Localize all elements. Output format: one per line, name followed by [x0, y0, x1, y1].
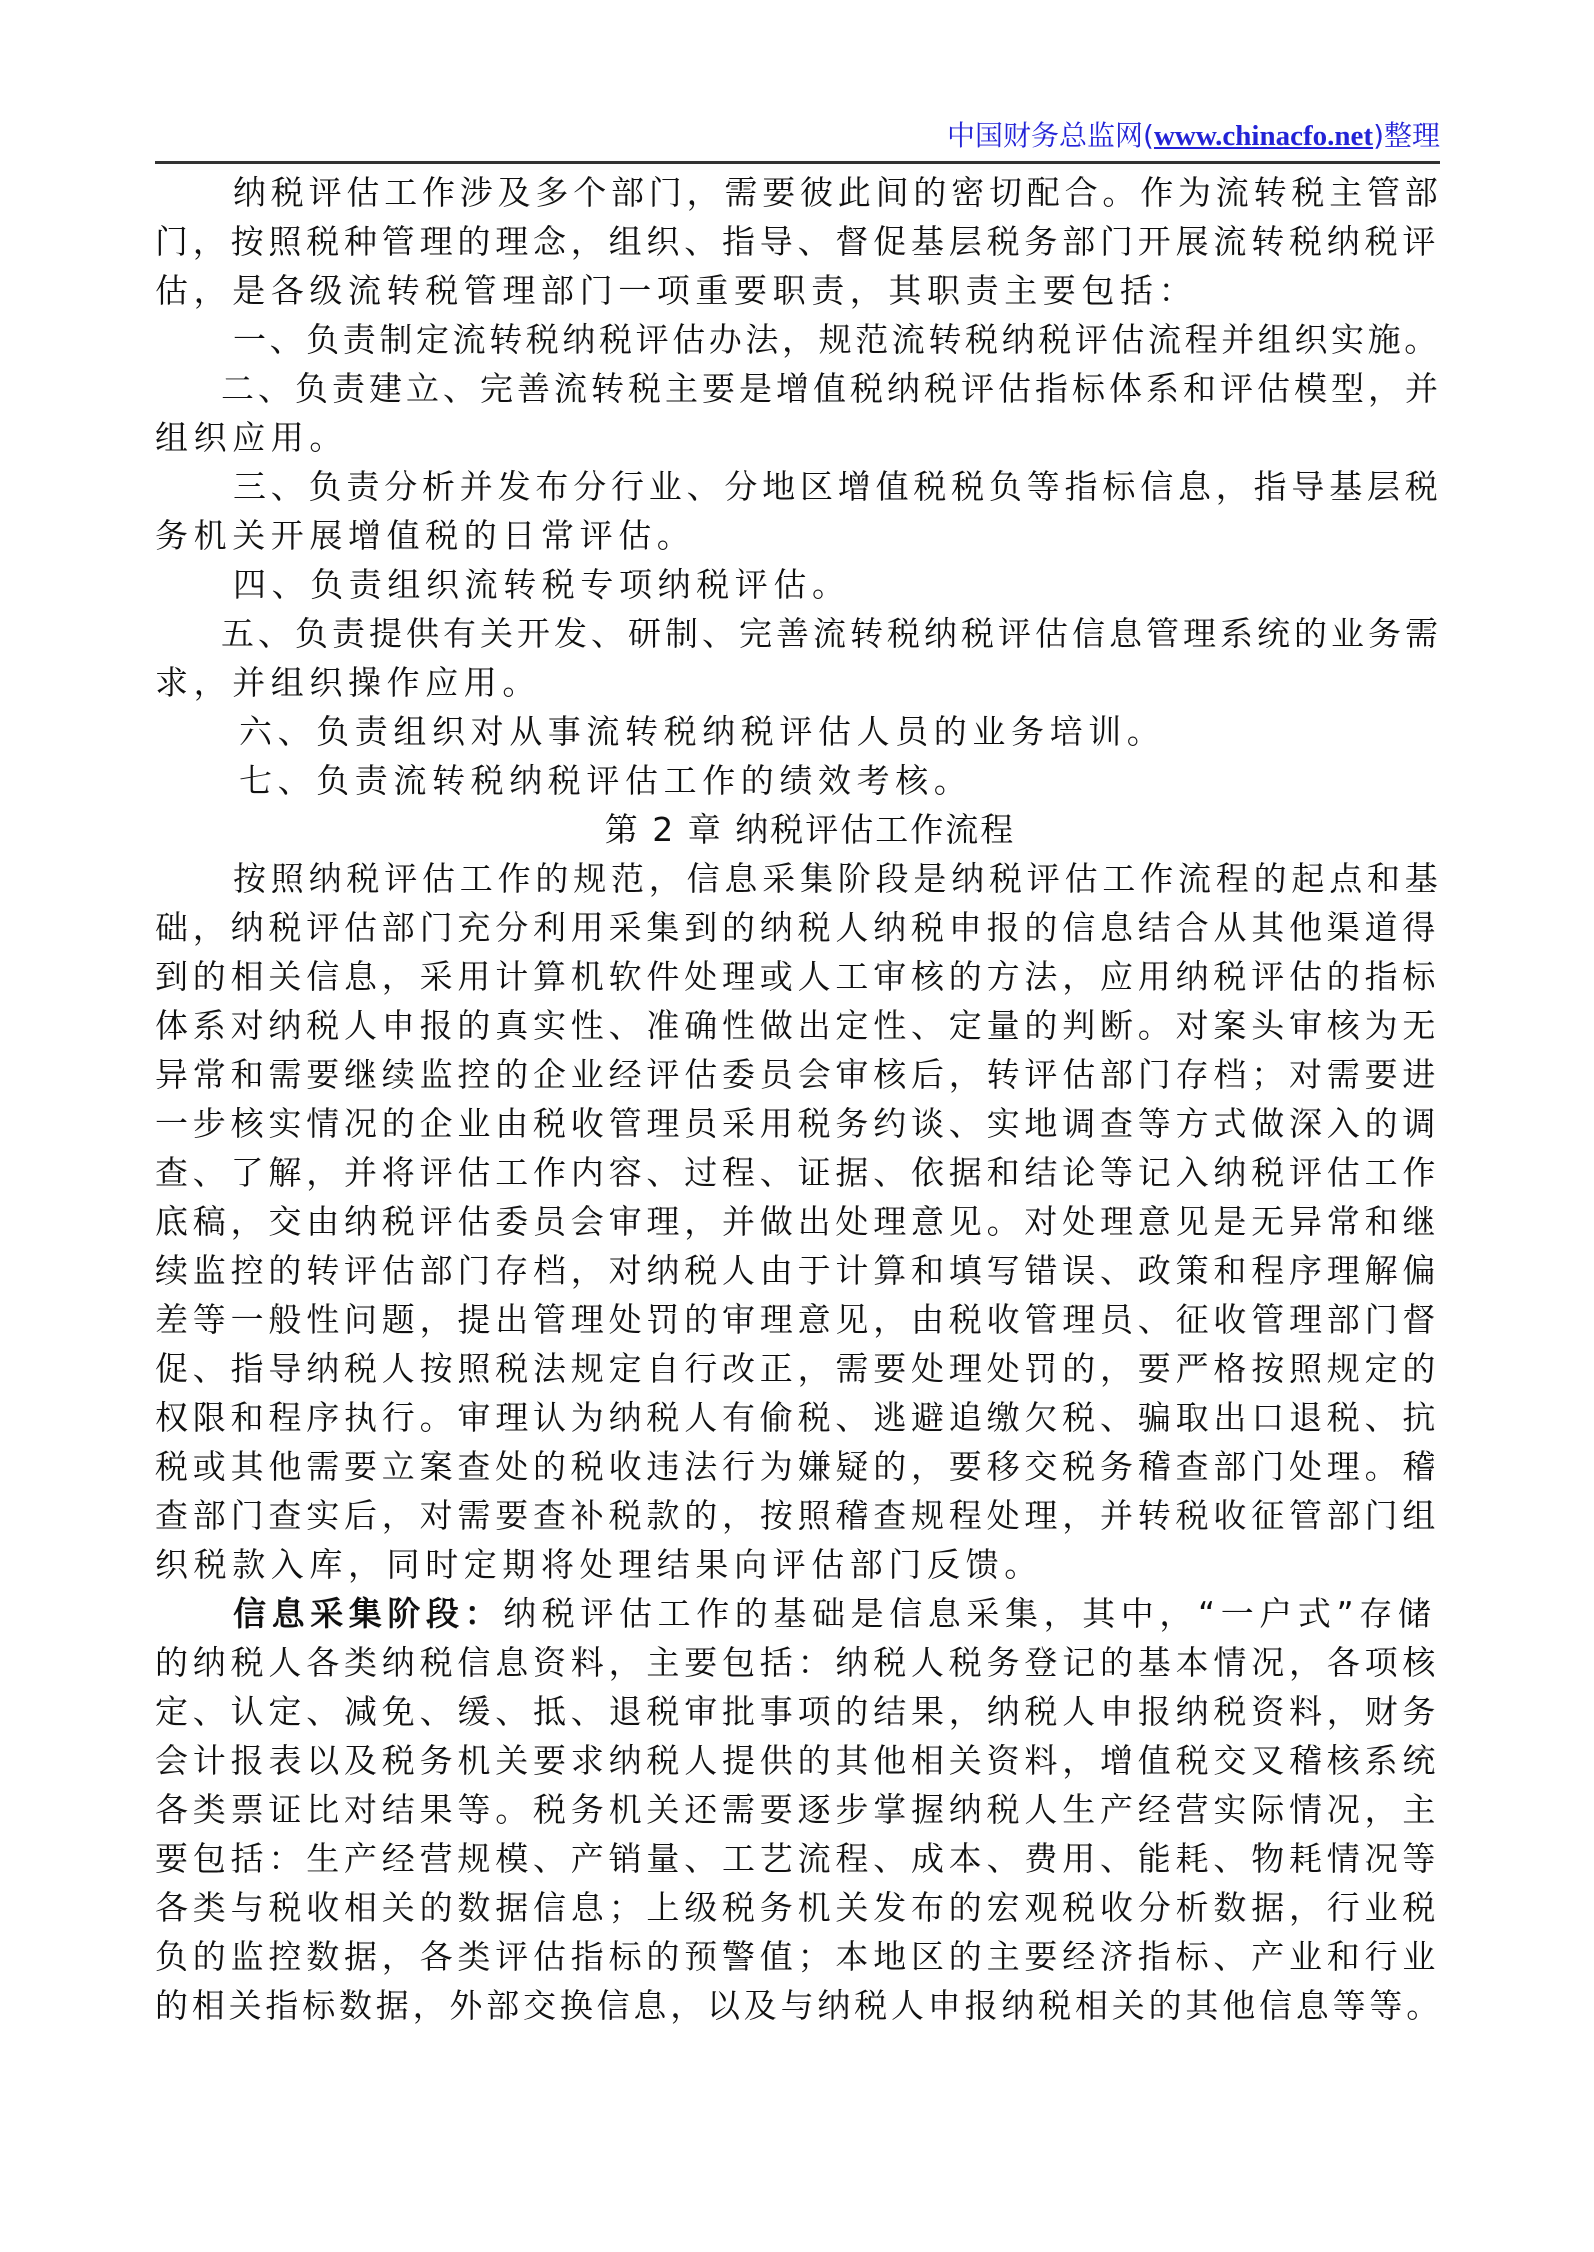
intro-paragraph — [155, 168, 1445, 315]
text-line: 异常和需要继续监控的企业经评估委员会审核后，转评估部门存档；对需要进 — [155, 1055, 1441, 1094]
page-header — [155, 112, 1440, 164]
header-suffix: )整理 — [1373, 119, 1440, 152]
text-line: 一步核实情况的企业由税收管理员采用税务约谈、实地调查等方式做深入的调 — [155, 1104, 1441, 1143]
duty-item — [155, 560, 1445, 609]
text-line: 各类票证比对结果等。税务机关还需要逐步掌握纳税人生产经营实际情况，主 — [155, 1790, 1441, 1829]
text-line: 三、负责分析并发布分行业、分地区增值税税负等指标信息，指导基层税 — [233, 467, 1443, 506]
text-line: 四、负责组织流转税专项纳税评估。 — [233, 565, 851, 604]
duty-item — [155, 315, 1445, 364]
text-line: 差等一般性问题，提出管理处罚的审理意见，由税收管理员、征收管理部门督 — [155, 1300, 1441, 1339]
text-line: 定、认定、减免、缓、抵、退税审批事项的结果，纳税人申报纳税资料，财务 — [155, 1692, 1441, 1731]
text-line: 负的监控数据，各类评估指标的预警值；本地区的主要经济指标、产业和行业 — [155, 1937, 1441, 1976]
text-line: 底稿，交由纳税评估委员会审理，并做出处理意见。对处理意见是无异常和继 — [155, 1202, 1441, 1241]
text-line: 体系对纳税人申报的真实性、准确性做出定性、定量的判断。对案头审核为无 — [155, 1006, 1441, 1045]
text-line: 二、负责建立、完善流转税主要是增值税纳税评估指标体系和评估模型，并 — [221, 369, 1442, 408]
text-line: 税或其他需要立案查处的税收违法行为嫌疑的，要移交税务稽查部门处理。稽 — [155, 1447, 1441, 1486]
info-collection-first-line: 纳税评估工作的基础是信息采集，其中，“一户式”存储 — [503, 1594, 1437, 1633]
text-line: 织税款入库，同时定期将处理结果向评估部门反馈。 — [155, 1545, 1043, 1584]
text-line: 六、负责组织对从事流转税纳税评估人员的业务培训。 — [239, 712, 1166, 751]
text-line: 要包括：生产经营规模、产销量、工艺流程、成本、费用、能耗、物耗情况等 — [155, 1839, 1441, 1878]
duty-item — [155, 707, 1445, 756]
duty-item — [155, 756, 1445, 805]
text-line: 查部门查实后，对需要查补税款的，按照稽查规程处理，并转税收征管部门组 — [155, 1496, 1441, 1535]
text-line: 础，纳税评估部门充分利用采集到的纳税人纳税申报的信息结合从其他渠道得 — [155, 908, 1441, 947]
workflow-paragraph — [155, 854, 1445, 1589]
text-line: 查、了解，并将评估工作内容、过程、证据、依据和结论等记入纳税评估工作 — [155, 1153, 1441, 1192]
text-line: 组织应用。 — [155, 418, 348, 457]
text-line: 一、负责制定流转税纳税评估办法，规范流转税纳税评估流程并组织实施。 — [233, 320, 1441, 359]
text-line: 会计报表以及税务机关要求纳税人提供的其他相关资料，增值税交叉稽核系统 — [155, 1741, 1441, 1780]
duty-item — [155, 462, 1445, 560]
text-line: 续监控的转评估部门存档，对纳税人由于计算和填写错误、政策和程序理解偏 — [155, 1251, 1441, 1290]
header-prefix: 中国财务总监网( — [947, 119, 1154, 152]
text-line: 按照纳税评估工作的规范，信息采集阶段是纳税评估工作流程的起点和基 — [233, 859, 1443, 898]
header-website-link[interactable]: www.chinacfo.net — [1153, 120, 1374, 152]
header-source-note — [947, 118, 1440, 154]
duty-item — [155, 364, 1445, 462]
text-line: 的纳税人各类纳税信息资料，主要包括：纳税人税务登记的基本情况，各项核 — [155, 1643, 1441, 1682]
info-collection-paragraph — [155, 1589, 1445, 2030]
text-line: 权限和程序执行。审理认为纳税人有偷税、逃避追缴欠税、骗取出口退税、抗 — [155, 1398, 1441, 1437]
text-line: 七、负责流转税纳税评估工作的绩效考核。 — [239, 761, 973, 800]
text-line: 的相关指标数据，外部交换信息，以及与纳税人申报纳税相关的其他信息等等。 — [155, 1986, 1443, 2025]
document-body — [155, 168, 1445, 2030]
text-line: 到的相关信息，采用计算机软件处理或人工审核的方法，应用纳税评估的指标 — [155, 957, 1441, 996]
text-line — [155, 1589, 1445, 1638]
text-line: 务机关开展增值税的日常评估。 — [155, 516, 696, 555]
text-line: 各类与税收相关的数据信息；上级税务机关发布的宏观税收分析数据，行业税 — [155, 1888, 1441, 1927]
text-line: 估，是各级流转税管理部门一项重要职责，其职责主要包括： — [155, 271, 1198, 310]
text-line: 求，并组织操作应用。 — [155, 663, 541, 702]
text-line: 门，按照税种管理的理念，组织、指导、督促基层税务部门开展流转税纳税评 — [155, 222, 1441, 261]
info-collection-label: 信息采集阶段： — [233, 1594, 504, 1633]
text-line: 纳税评估工作涉及多个部门，需要彼此间的密切配合。作为流转税主管部 — [233, 173, 1443, 212]
text-line: 促、指导纳税人按照税法规定自行改正，需要处理处罚的，要严格按照规定的 — [155, 1349, 1441, 1388]
text-line: 五、负责提供有关开发、研制、完善流转税纳税评估信息管理系统的业务需 — [221, 614, 1442, 653]
chapter-title: 第 2 章 纳税评估工作流程 — [604, 810, 1016, 849]
duties-list — [155, 315, 1445, 805]
duty-item — [155, 609, 1445, 707]
